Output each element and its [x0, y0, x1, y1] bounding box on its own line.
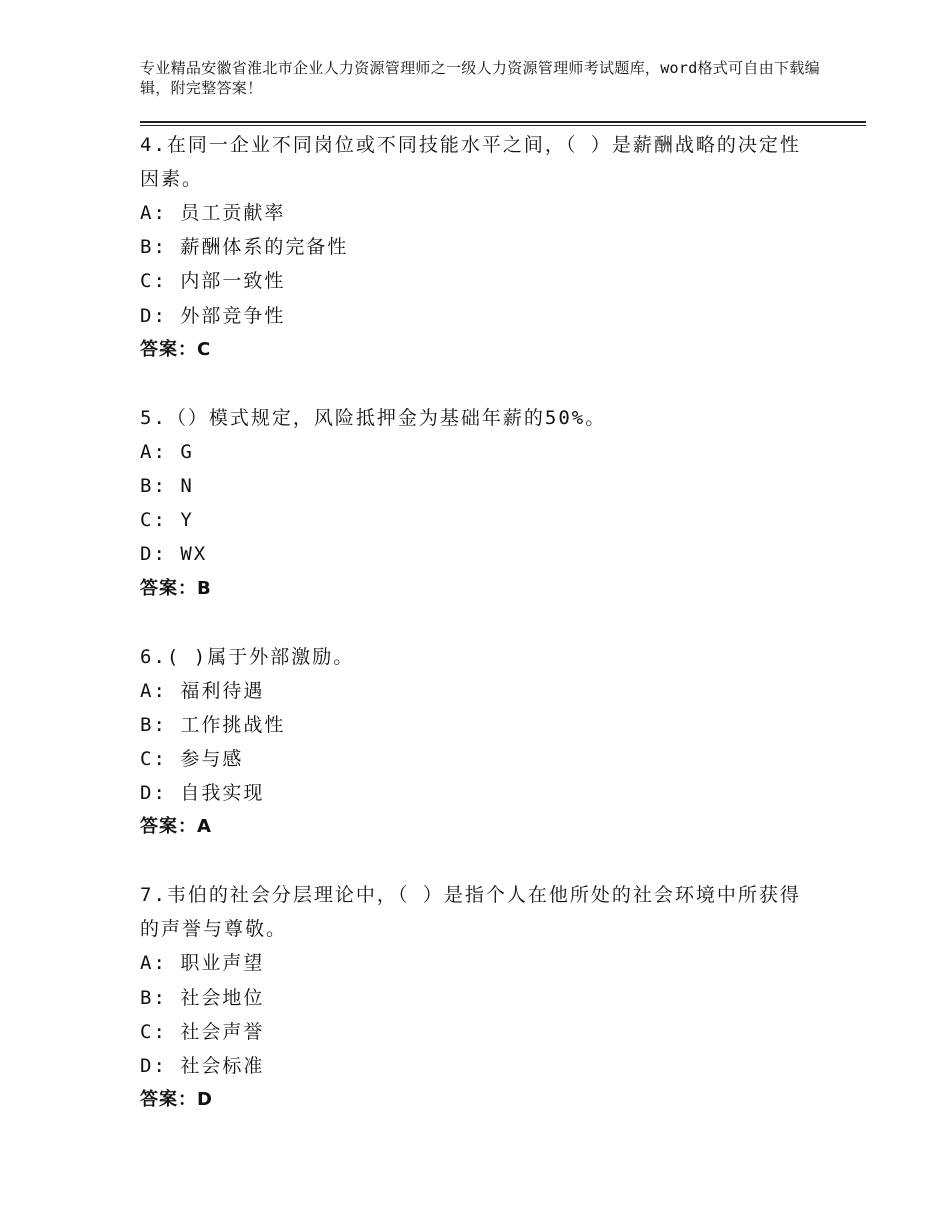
question-7 [140, 878, 820, 1117]
question-5 [140, 401, 820, 606]
option-d: D: 自我实现 [140, 782, 265, 805]
option-d: D: 外部竞争性 [140, 304, 286, 327]
option-b: B: N [140, 475, 194, 498]
answer-line: 答案：B [140, 577, 212, 599]
option-b: B: 薪酬体系的完备性 [140, 236, 349, 259]
question-stem: 4.在同一企业不同岗位或不同技能水平之间，（ ）是薪酬战略的决定性因素。 [140, 134, 801, 190]
header-rule-thin [140, 125, 866, 126]
question-list [140, 128, 820, 1151]
option-a: A: 员工贡献率 [140, 202, 286, 224]
answer-line: 答案：C [140, 338, 212, 360]
question-4 [140, 128, 820, 367]
option-a: A: 福利待遇 [140, 679, 265, 702]
option-c: C: 内部一致性 [140, 270, 286, 293]
option-c: C: 社会声誉 [140, 1020, 265, 1043]
option-a: A: G [140, 440, 194, 463]
question-stem: 7.韦伯的社会分层理论中，（ ）是指个人在他所处的社会环境中所获得的声誉与尊敬。 [140, 884, 801, 941]
question-stem: 5.（）模式规定，风险抵押金为基础年薪的50%。 [140, 406, 607, 429]
option-b: B: 社会地位 [140, 986, 265, 1009]
option-a: A: 职业声望 [140, 952, 265, 975]
answer-line: 答案：A [140, 816, 212, 838]
option-d: D: 社会标准 [140, 1055, 265, 1078]
option-d: D: WX [140, 543, 208, 566]
option-c: C: 参与感 [140, 748, 244, 771]
option-c: C: Y [140, 509, 194, 532]
header-rule-thick [140, 121, 866, 123]
question-stem: 6.( )属于外部激励。 [140, 645, 355, 668]
question-6 [140, 640, 820, 845]
document-header: 专业精品安徽省淮北市企业人力资源管理师之一级人力资源管理师考试题库，word格式可自由下载编辑，附完整答案！ [140, 59, 820, 97]
option-b: B: 工作挑战性 [140, 713, 286, 736]
answer-line: 答案：D [140, 1089, 213, 1111]
